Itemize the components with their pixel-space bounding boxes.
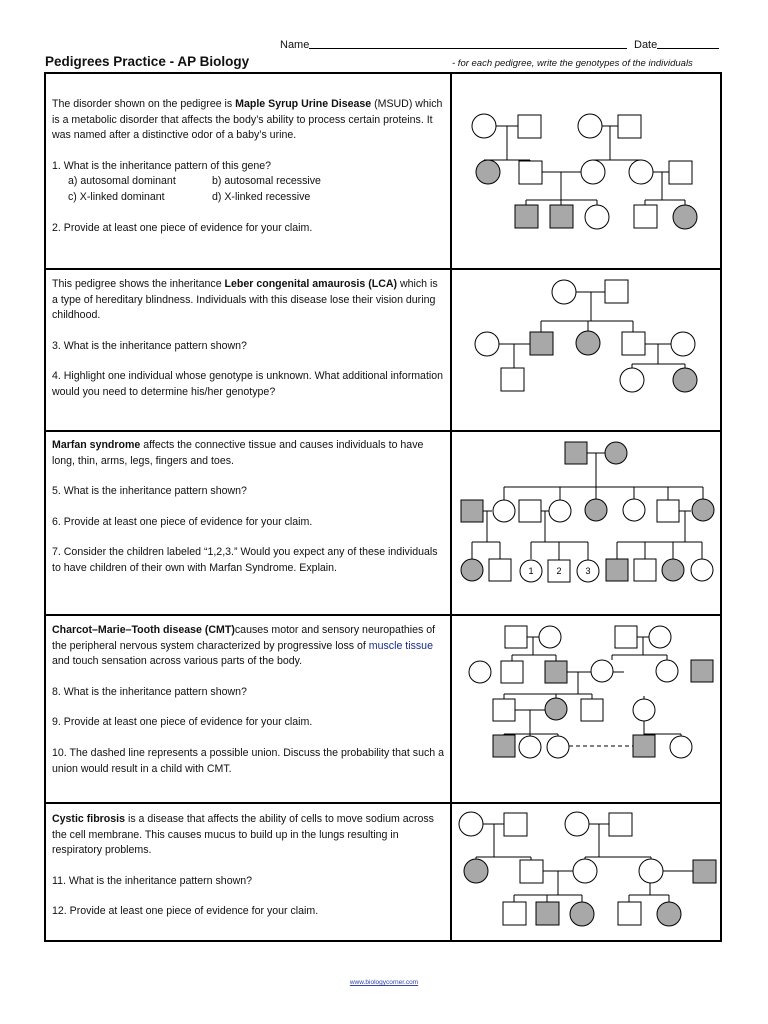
question-7: 7. Consider the children labeled “1,2,3.” Would you expect any of these individuals to have children of their own with Marfan Syndrome. Explain. (52, 546, 438, 574)
male-affected (515, 205, 538, 228)
female-affected (673, 368, 697, 392)
cf-name: Cystic fibrosis (52, 813, 126, 825)
name-field[interactable] (280, 38, 627, 51)
panel-lca (52, 277, 446, 416)
male-affected (530, 332, 553, 355)
male-unaffected (520, 860, 543, 883)
female-affected (570, 902, 594, 926)
male-unaffected (669, 161, 692, 184)
male-unaffected (615, 626, 637, 648)
name-label: Name (280, 39, 310, 51)
option-c: c) X-linked dominant (68, 190, 165, 203)
female-unaffected (549, 500, 571, 522)
question-12: 12. Provide at least one piece of evidence for your claim. (52, 905, 319, 918)
footer-link[interactable]: www.biologycorner.com (349, 979, 419, 986)
female-unaffected (573, 859, 597, 883)
female-unaffected (639, 859, 663, 883)
female-unaffected (539, 626, 561, 648)
name-line[interactable] (309, 38, 627, 49)
female-unaffected (475, 332, 499, 356)
female-affected (673, 205, 697, 229)
female-unaffected (585, 205, 609, 229)
pedigree-lca (452, 270, 720, 430)
page-title: Pedigrees Practice - AP Biology (45, 54, 250, 69)
male-affected (550, 205, 573, 228)
female-affected (657, 902, 681, 926)
male-affected (565, 442, 587, 464)
female-unaffected (656, 660, 678, 682)
question-6: 6. Provide at least one piece of evidence for your claim. (52, 515, 313, 528)
female-unaffected (620, 368, 644, 392)
msud-intro: The disorder shown on the pedigree is Maple Syrup Urine Disease (MSUD) which is a metabolic disorder that affects the body’s ability to process certain proteins. It was named after a distinctive odor of a baby’s urine. (52, 98, 443, 142)
male-unaffected (605, 280, 628, 303)
female-unaffected (581, 160, 605, 184)
cmt-name: Charcot–Marie–Tooth disease (CMT) (52, 624, 235, 636)
child-label-3: 3 (585, 566, 591, 576)
question-11: 11. What is the inheritance pattern shown? (52, 874, 253, 887)
male-unaffected (609, 813, 632, 836)
question-3: 3. What is the inheritance pattern shown? (52, 339, 247, 352)
lca-name: Leber congenital amaurosis (LCA) (224, 278, 398, 290)
panel-cmt (52, 623, 446, 792)
male-unaffected (519, 500, 541, 522)
male-unaffected (505, 626, 527, 648)
option-b: b) autosomal recessive (212, 175, 321, 188)
male-unaffected (519, 161, 542, 184)
question-1: 1. What is the inheritance pattern of this gene? (52, 159, 272, 172)
option-a: a) autosomal dominant (68, 175, 176, 188)
cmt-intro: Charcot–Marie–Tooth disease (CMT)causes motor and sensory neuropathies of the peripheral nervous system characterized by progressive loss of muscle tissue and touch sensation across various parts of the body. (52, 624, 436, 668)
cf-intro: Cystic fibrosis is a disease that affects the ability of cells to move sodium across the cell membrane. This causes mucus to build up in the lungs resulting in respiratory problems. (52, 813, 434, 857)
female-affected (545, 698, 567, 720)
female-unaffected (670, 736, 692, 758)
female-affected (605, 442, 627, 464)
panel-msud (52, 97, 446, 236)
female-unaffected (591, 660, 613, 682)
marfan-name: Marfan syndrome (52, 439, 141, 451)
pedigree-marfan (452, 432, 720, 614)
question-8: 8. What is the inheritance pattern shown? (52, 685, 247, 698)
male-unaffected (493, 699, 515, 721)
panel-cf (52, 812, 446, 935)
date-line[interactable] (657, 38, 719, 49)
male-affected (691, 660, 713, 682)
female-unaffected (649, 626, 671, 648)
question-2: 2. Provide at least one piece of evidence for your claim. (52, 221, 313, 234)
female-affected (476, 160, 500, 184)
female-unaffected (671, 332, 695, 356)
pedigree-cf (452, 804, 720, 940)
male-unaffected (657, 500, 679, 522)
female-unaffected (472, 114, 496, 138)
male-affected (606, 559, 628, 581)
male-unaffected (489, 559, 511, 581)
female-unaffected (629, 160, 653, 184)
date-label: Date (634, 39, 658, 51)
child-label-1: 1 (528, 566, 534, 576)
pedigree-cmt (452, 616, 720, 802)
female-affected (692, 499, 714, 521)
male-unaffected (634, 559, 656, 581)
male-affected (633, 735, 655, 757)
child-label-2: 2 (556, 566, 562, 576)
instructions: - for each pedigree, write the genotypes of the individuals (452, 58, 693, 69)
date-field[interactable] (634, 38, 719, 51)
question-5: 5. What is the inheritance pattern shown? (52, 485, 247, 498)
option-d: d) X-linked recessive (212, 190, 311, 203)
female-affected (464, 859, 488, 883)
msud-name: Maple Syrup Urine Disease (235, 98, 372, 110)
female-unaffected (552, 280, 576, 304)
female-unaffected (691, 559, 713, 581)
male-unaffected (618, 115, 641, 138)
lca-intro: This pedigree shows the inheritance Leber congenital amaurosis (LCA) which is a type of hereditary blindness. Individuals with this disease lose their vision during childhood. (52, 278, 438, 322)
question-10: 10. The dashed line represents a possible union. Discuss the probability that such a union would result in a child with CMT. (52, 746, 445, 775)
female-affected (576, 331, 600, 355)
female-unaffected (493, 500, 515, 522)
female-unaffected (459, 812, 483, 836)
male-affected (536, 902, 559, 925)
female-unaffected (519, 736, 541, 758)
female-affected (662, 559, 684, 581)
male-affected (493, 735, 515, 757)
male-affected (693, 860, 716, 883)
female-affected (461, 559, 483, 581)
female-unaffected (547, 736, 569, 758)
muscle-tissue-link[interactable]: muscle tissue (368, 639, 433, 652)
pedigree-lines (499, 292, 685, 368)
question-9: 9. Provide at least one piece of evidence for your claim. (52, 716, 313, 729)
male-affected (545, 661, 567, 683)
male-unaffected (622, 332, 645, 355)
male-unaffected (518, 115, 541, 138)
female-unaffected (623, 499, 645, 521)
male-unaffected (634, 205, 657, 228)
question-4: 4. Highlight one individual whose genotype is unknown. What additional information would you need to determine his/her genotype? (52, 370, 444, 398)
male-unaffected (618, 902, 641, 925)
marfan-intro: Marfan syndrome affects the connective tissue and causes individuals to have long, thin, arms, legs, fingers and toes. (52, 439, 424, 467)
male-unaffected (503, 902, 526, 925)
male-unaffected (501, 661, 523, 683)
female-unaffected (565, 812, 589, 836)
female-unaffected (469, 661, 491, 683)
male-unaffected (504, 813, 527, 836)
panel-marfan (52, 438, 446, 592)
female-affected (585, 499, 607, 521)
male-unaffected (581, 699, 603, 721)
question-1-options (52, 174, 446, 205)
female-unaffected (578, 114, 602, 138)
male-affected (461, 500, 483, 522)
male-unaffected (501, 368, 524, 391)
pedigree-msud (452, 74, 720, 268)
female-unaffected (633, 699, 655, 721)
